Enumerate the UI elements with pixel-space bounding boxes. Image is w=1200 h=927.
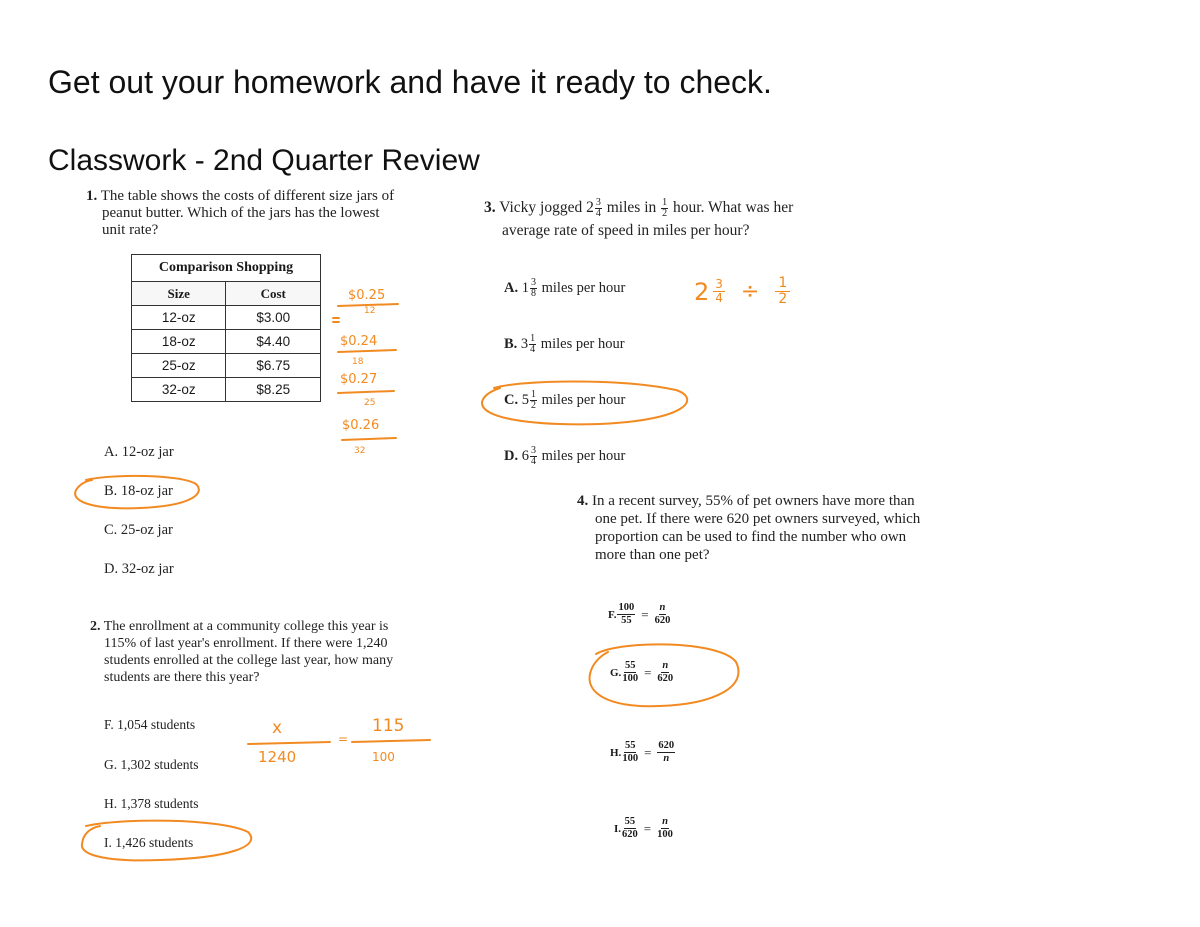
- q3-choice-b[interactable]: [504, 334, 625, 355]
- q1-equals-mark: [333, 318, 339, 322]
- frac-den: 100: [657, 829, 673, 840]
- frac-num: 55: [624, 740, 636, 751]
- q4-choice-f[interactable]: [608, 602, 671, 627]
- prop-frac-right: [657, 740, 675, 765]
- frac-num: n: [659, 602, 666, 613]
- q4-text-line-4: more than one pet?: [595, 547, 710, 563]
- q1-hw-rate-32: $0.26: [342, 418, 380, 433]
- q1-text-line-3: unit rate?: [102, 222, 159, 238]
- q4-text-line-3: proportion can be used to find the number who own: [595, 529, 907, 545]
- q2-text-line-3: students enrolled at the college last year, how many: [104, 653, 394, 668]
- equals-sign: =: [644, 744, 652, 760]
- frac-num: 620: [658, 740, 675, 751]
- frac-den: 4: [530, 456, 536, 467]
- q3-frac-miles: [595, 198, 602, 219]
- choice-unit: miles per hour: [541, 447, 626, 464]
- q1-text-line-2: peanut butter. Which of the jars has the lowest: [102, 205, 380, 221]
- q1-number: 1.: [86, 188, 98, 204]
- table-cell: $4.40: [226, 330, 321, 354]
- q1-hw-size-32: 32: [354, 446, 366, 456]
- q1-rate-bar: [342, 438, 396, 440]
- q2-choice-h[interactable]: H. 1,378 students: [104, 796, 199, 811]
- frac-num: 3: [595, 197, 601, 208]
- table-header-cost: Cost: [226, 282, 321, 306]
- table-cell: $8.25: [226, 378, 321, 402]
- question-2: [90, 618, 470, 686]
- q2-hw-x: x: [272, 718, 283, 738]
- table-cell: 25-oz: [132, 354, 226, 378]
- choice-frac: [530, 446, 537, 467]
- prop-frac-right: [657, 660, 673, 685]
- q1-hw-rate-18: $0.24: [340, 334, 378, 349]
- equals-sign: =: [641, 606, 649, 622]
- q1-rate-bar: [338, 391, 394, 393]
- q2-choice-f[interactable]: F. 1,054 students: [104, 717, 196, 732]
- q2-text-line-4: students are there this year?: [104, 670, 260, 685]
- q3-choice-a[interactable]: [504, 278, 625, 299]
- table-row: [132, 378, 321, 402]
- q1-hw-size-25: 25: [364, 398, 376, 408]
- choice-whole: 6: [521, 447, 529, 464]
- choice-frac: [530, 390, 537, 411]
- choice-label: G.: [610, 666, 622, 679]
- q3-hw-division: [694, 276, 790, 307]
- q1-choice-a[interactable]: A. 12-oz jar: [104, 444, 174, 460]
- hw-num: 1: [775, 276, 790, 292]
- choice-label: D.: [504, 447, 519, 464]
- frac-den: 55: [621, 615, 632, 626]
- choice-label: B.: [504, 335, 518, 352]
- choice-unit: miles per hour: [540, 335, 625, 352]
- q2-choice-i[interactable]: I. 1,426 students: [104, 835, 194, 850]
- table-header-size: Size: [132, 282, 226, 306]
- q3-text-a: Vicky jogged 2: [499, 199, 594, 217]
- q2-choice-g[interactable]: G. 1,302 students: [104, 757, 199, 772]
- choice-label: A.: [504, 279, 519, 296]
- prop-frac-left: [622, 660, 638, 685]
- q1-hw-rate-12: $0.25: [348, 288, 386, 303]
- frac-num: n: [662, 816, 668, 827]
- frac-num: 1: [530, 389, 536, 400]
- choice-whole: 5: [521, 391, 529, 408]
- choice-frac: [530, 278, 537, 299]
- prop-frac-right: [655, 602, 671, 627]
- choice-label: I.: [614, 822, 622, 835]
- frac-num: 55: [624, 816, 636, 827]
- table-row: [132, 306, 321, 330]
- hw-divide: ÷: [740, 279, 760, 304]
- page-subheading: Classwork - 2nd Quarter Review: [48, 144, 480, 177]
- frac-num: 1: [662, 197, 668, 208]
- frac-den: 100: [622, 753, 639, 764]
- q4-text-line-2: one pet. If there were 620 pet owners surveyed, which: [595, 511, 921, 527]
- q2-fraction-bar: [352, 740, 430, 742]
- q3-frac-hour: [661, 198, 668, 219]
- table-cell: 12-oz: [132, 306, 226, 330]
- choice-label: F.: [608, 608, 617, 621]
- frac-den: 2: [530, 400, 536, 411]
- q3-text-line-2: average rate of speed in miles per hour?: [502, 222, 750, 239]
- q3-text-b: miles in: [606, 199, 657, 217]
- q4-choice-g[interactable]: [610, 660, 674, 685]
- q1-hw-rate-25: $0.27: [340, 372, 378, 387]
- q2-hw-115: 115: [372, 716, 405, 736]
- prop-frac-left: [617, 602, 635, 627]
- q2-hw-100: 100: [372, 750, 395, 764]
- table-cell: $3.00: [226, 306, 321, 330]
- q2-fraction-bar: [248, 742, 330, 744]
- frac-num: 3: [530, 445, 536, 456]
- prop-frac-left: [622, 740, 638, 765]
- frac-num: 55: [624, 660, 636, 671]
- choice-unit: miles per hour: [541, 279, 626, 296]
- q3-number: 3.: [484, 199, 496, 217]
- q2-hw-equals: =: [338, 732, 349, 746]
- frac-num: 3: [530, 277, 536, 288]
- frac-den: 620: [657, 673, 674, 684]
- frac-den: n: [663, 753, 670, 764]
- q3-choice-c[interactable]: [504, 390, 625, 411]
- comparison-shopping-table: [131, 254, 321, 402]
- hw-den: 4: [715, 291, 723, 305]
- q1-text-line-1: The table shows the costs of different size jars of: [100, 188, 395, 204]
- prop-frac-left: [622, 816, 638, 841]
- frac-den: 2: [662, 208, 668, 219]
- prop-frac-right: [657, 816, 673, 841]
- q2-text-line-1: The enrollment at a community college this year is: [103, 619, 389, 634]
- q1-hw-size-12: 12: [364, 306, 376, 316]
- q3-text-c: hour. What was her: [673, 199, 794, 217]
- equals-sign: =: [644, 664, 652, 680]
- frac-den: 4: [595, 208, 601, 219]
- table-row: [132, 354, 321, 378]
- frac-den: 620: [654, 615, 671, 626]
- choice-frac: [529, 334, 536, 355]
- q4-choice-i[interactable]: [614, 816, 674, 841]
- q4-choice-h[interactable]: [610, 740, 676, 765]
- choice-whole: 1: [521, 279, 529, 296]
- table-cell: 32-oz: [132, 378, 226, 402]
- hw-num: 3: [715, 277, 723, 291]
- frac-den: 100: [622, 673, 639, 684]
- hw-den: 2: [778, 291, 788, 307]
- frac-num: 1: [530, 333, 536, 344]
- frac-den: 8: [530, 288, 536, 299]
- q1-choice-d[interactable]: D. 32-oz jar: [104, 561, 174, 577]
- hw-whole: 2: [694, 277, 710, 306]
- q4-number: 4.: [577, 493, 589, 509]
- equals-sign: =: [643, 820, 652, 836]
- frac-den: 4: [530, 344, 536, 355]
- frac-den: 620: [622, 829, 638, 840]
- question-3: [484, 198, 904, 241]
- q4-text-line-1: In a recent survey, 55% of pet owners have more than: [592, 493, 915, 509]
- hw-frac-1: [713, 278, 725, 305]
- page-heading: Get out your homework and have it ready to check.: [48, 64, 772, 100]
- table-cell: 18-oz: [132, 330, 226, 354]
- q3-choice-d[interactable]: [504, 446, 625, 467]
- q1-choice-c[interactable]: C. 25-oz jar: [104, 522, 173, 538]
- q1-rate-bar: [338, 350, 396, 352]
- question-1: [86, 188, 446, 239]
- hw-frac-2: [775, 276, 790, 307]
- frac-num: 100: [618, 602, 635, 613]
- table-row: [132, 330, 321, 354]
- choice-unit: miles per hour: [541, 391, 626, 408]
- table-caption: Comparison Shopping: [132, 255, 321, 282]
- q1-hw-size-18: 18: [352, 357, 364, 367]
- q2-number: 2.: [90, 619, 101, 634]
- frac-num: n: [662, 660, 669, 671]
- q1-choice-b[interactable]: B. 18-oz jar: [104, 483, 173, 499]
- choice-whole: 3: [520, 335, 529, 352]
- q2-text-line-2: 115% of last year's enrollment. If there were 1,240: [104, 636, 388, 651]
- choice-label: H.: [610, 746, 622, 759]
- question-4: [577, 492, 1017, 564]
- table-cell: $6.75: [226, 354, 321, 378]
- choice-label: C.: [504, 391, 519, 408]
- q2-hw-1240: 1240: [258, 748, 297, 766]
